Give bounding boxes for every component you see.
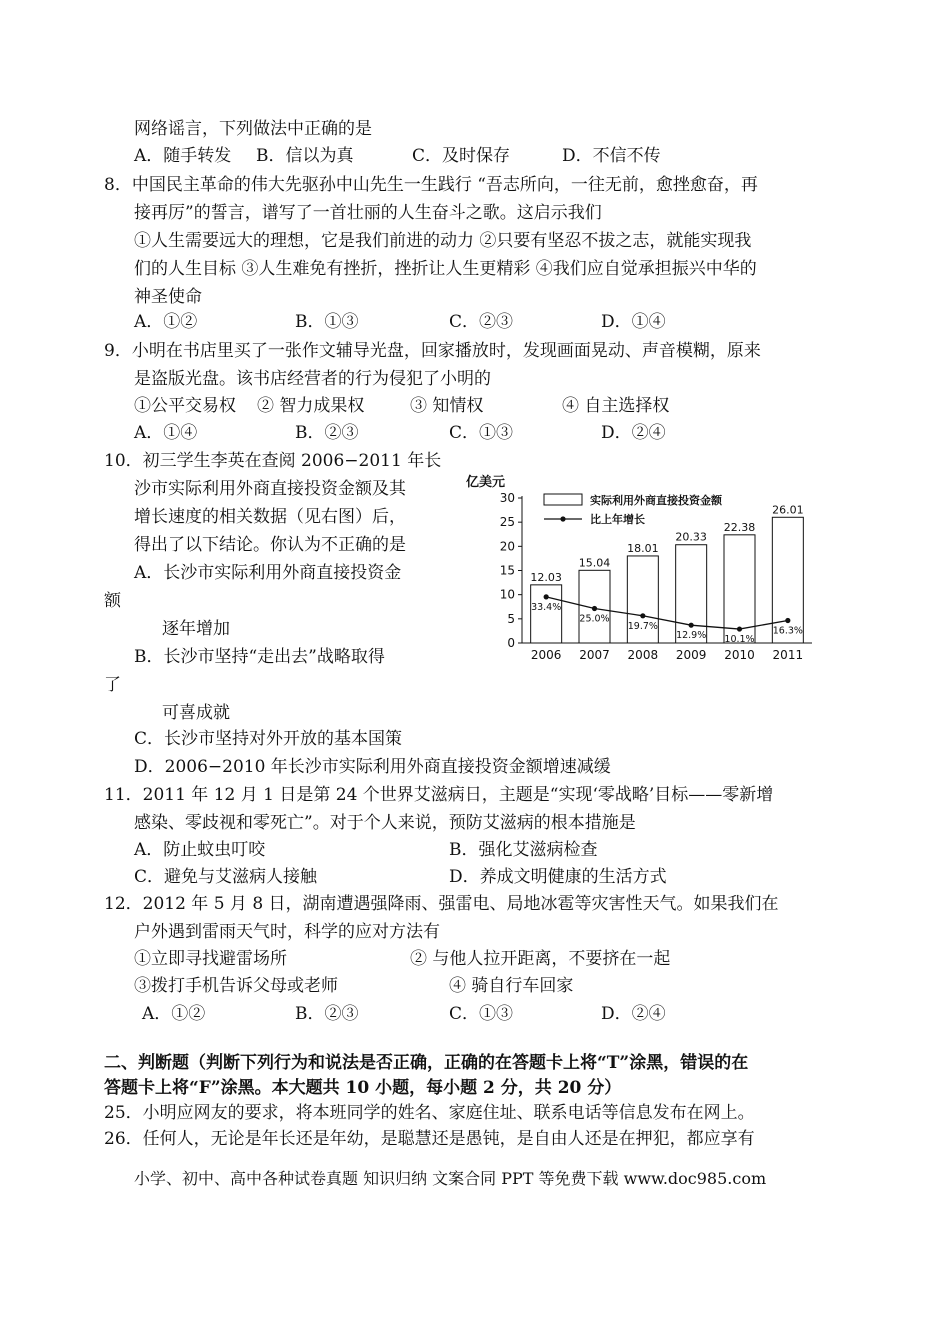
chart-x-tick-label: 2009 <box>675 648 707 662</box>
q10-option-a-line2: 额 <box>104 591 121 611</box>
q9-item-2: ② 智力成果权 <box>257 396 365 416</box>
q8-stem-line1: 8．中国民主革命的伟大先驱孙中山先生一生践行 “吾志所向，一往无前，愈挫愈奋，再 <box>104 175 758 195</box>
q10-option-d: D．2006−2010 年长沙市实际利用外商直接投资金额增速减缓 <box>134 757 611 777</box>
q10-stem-line2: 沙市实际利用外商直接投资金额及其 <box>134 479 406 499</box>
q11-stem-line2: 感染、零歧视和零死亡”。对于个人来说，预防艾滋病的根本措施是 <box>134 813 636 833</box>
chart-bar-value-label: 26.01 <box>772 503 804 517</box>
q8-stem-line2: 接再厉”的誓言，谱写了一首壮丽的人生奋斗之歌。这启示我们 <box>134 203 602 223</box>
chart-ylabel: 亿美元 <box>466 475 506 490</box>
chart-growth-label: 19.7% <box>627 620 658 632</box>
q8-stem-line3: ①人生需要远大的理想，它是我们前进的动力 ②只要有坚忍不拔之志，就能实现我 <box>134 231 752 251</box>
q10-option-b-line2: 了 <box>104 675 121 695</box>
chart-growth-label: 10.1% <box>724 634 755 646</box>
q8-option-d: D．①④ <box>601 312 666 332</box>
q7-option-c: C．及时保存 <box>412 146 511 166</box>
q9-item-3: ③ 知情权 <box>410 396 484 416</box>
legend-line-marker <box>560 516 565 521</box>
chart-growth-point <box>737 626 742 631</box>
q9-item-4: ④ 自主选择权 <box>562 396 670 416</box>
chart-x-tick-label: 2011 <box>772 648 804 662</box>
chart-growth-point <box>592 606 597 611</box>
chart-x-tick-label: 2006 <box>530 648 562 662</box>
q10-option-a-line1: A．长沙市实际利用外商直接投资金 <box>134 563 402 583</box>
legend-line-label: 比上年增长 <box>590 513 645 526</box>
q10-option-a-line3: 逐年增加 <box>162 619 230 639</box>
legend-bar-label: 实际利用外商直接投资金额 <box>590 494 722 507</box>
q11-option-a: A．防止蚊虫叮咬 <box>134 840 266 860</box>
q9-option-c: C．①③ <box>449 423 514 443</box>
chart-growth-point <box>544 594 549 599</box>
q12-item-3: ③拨打手机告诉父母或老师 <box>134 976 338 996</box>
chart-growth-point <box>785 618 790 623</box>
q8-option-a: A．①② <box>134 312 198 332</box>
chart-y-tick-label: 30 <box>499 491 515 505</box>
q8-option-c: C．②③ <box>449 312 514 332</box>
q10-stem-line1: 10．初三学生李英在查阅 2006−2011 年长 <box>104 451 442 471</box>
chart-x-tick-label: 2010 <box>724 648 755 662</box>
q7-continuation: 网络谣言，下列做法中正确的是 <box>134 119 372 139</box>
q10-stem-line3: 增长速度的相关数据（见右图）后， <box>134 507 406 527</box>
chart-y-tick-label: 5 <box>507 611 515 626</box>
q11-option-b: B．强化艾滋病检查 <box>449 840 598 860</box>
chart-x-tick-label: 2008 <box>627 648 659 662</box>
chart-growth-label: 33.4% <box>531 601 562 613</box>
q12-item-2: ② 与他人拉开距离，不要挤在一起 <box>410 949 671 969</box>
investment-chart <box>462 470 822 670</box>
q26-statement: 26．任何人，无论是年长还是年幼，是聪慧还是愚钝，是自由人还是在押犯，都应享有 <box>104 1129 755 1149</box>
q7-option-a: A．随手转发 <box>134 146 232 166</box>
chart-growth-label: 25.0% <box>579 613 610 625</box>
q9-stem-line2: 是盗版光盘。该书店经营者的行为侵犯了小明的 <box>134 369 491 389</box>
q10-option-b-line3: 可喜成就 <box>162 703 230 723</box>
q12-option-b: B．②③ <box>295 1004 359 1024</box>
q11-option-d: D．养成文明健康的生活方式 <box>449 867 667 887</box>
page-footer: 小学、初中、高中各种试卷真题 知识归纳 文案合同 PPT 等免费下载 www.doc985.com <box>134 1169 767 1188</box>
q9-item-1: ①公平交易权 <box>134 396 236 416</box>
legend-bar-swatch <box>544 494 582 505</box>
q7-option-b: B．信以为真 <box>256 146 354 166</box>
q11-option-c: C．避免与艾滋病人接触 <box>134 867 318 887</box>
q10-stem-line4: 得出了以下结论。你认为不正确的是 <box>134 535 406 555</box>
q8-option-b: B．①③ <box>295 312 359 332</box>
q9-option-d: D．②④ <box>601 423 666 443</box>
chart-bar-value-label: 20.33 <box>675 530 707 544</box>
chart-bar <box>531 585 562 643</box>
q12-stem-line1: 12．2012 年 5 月 8 日，湖南遭遇强降雨、强雷电、局地冰雹等灾害性天气。如果我们在 <box>104 894 779 914</box>
chart-y-tick-label: 10 <box>499 587 515 602</box>
q12-stem-line2: 户外遇到雷雨天气时，科学的应对方法有 <box>134 922 440 942</box>
q12-option-c: C．①③ <box>449 1004 514 1024</box>
chart-y-tick-label: 20 <box>499 539 515 554</box>
q8-stem-line5: 神圣使命 <box>134 287 202 307</box>
q10-option-c: C．长沙市坚持对外开放的基本国策 <box>134 729 403 749</box>
q7-option-d: D．不信不传 <box>562 146 661 166</box>
q25-statement: 25．小明应网友的要求，将本班同学的姓名、家庭住址、联系电话等信息发布在网上。 <box>104 1103 755 1123</box>
chart-bar-value-label: 22.38 <box>723 520 756 534</box>
q9-option-b: B．②③ <box>295 423 359 443</box>
q8-stem-line4: 们的人生目标 ③人生难免有挫折，挫折让人生更精彩 ④我们应自觉承担振兴中华的 <box>134 259 757 279</box>
q12-item-1: ①立即寻找避雷场所 <box>134 949 287 969</box>
chart-y-tick-label: 0 <box>507 636 515 650</box>
section2-heading-line2: 答题卡上将“F”涂黑。本大题共 10 小题，每小题 2 分，共 20 分） <box>104 1078 622 1098</box>
chart-growth-point <box>640 613 645 618</box>
q11-stem-line1: 11．2011 年 12 月 1 日是第 24 个世界艾滋病日，主题是“实现‘零战略’目标——零新增 <box>104 785 774 805</box>
chart-bar-value-label: 18.01 <box>627 541 659 555</box>
q9-stem-line1: 9．小明在书店里买了一张作文辅导光盘，回家播放时，发现画面晃动、声音模糊，原来 <box>104 341 761 361</box>
chart-growth-label: 16.3% <box>772 625 803 637</box>
chart-y-tick-label: 15 <box>499 563 515 578</box>
q9-option-a: A．①④ <box>134 423 198 443</box>
q12-option-a: A．①② <box>142 1004 206 1024</box>
q12-item-4: ④ 骑自行车回家 <box>449 976 574 996</box>
q10-option-b-line1: B．长沙市坚持“走出去”战略取得 <box>134 647 385 667</box>
chart-y-tick-label: 25 <box>499 515 515 530</box>
chart-growth-label: 12.9% <box>676 630 707 642</box>
chart-bar <box>772 517 803 643</box>
q12-option-d: D．②④ <box>601 1004 666 1024</box>
chart-x-tick-label: 2007 <box>579 648 610 662</box>
chart-bar-value-label: 15.04 <box>578 556 611 570</box>
chart-bar-value-label: 12.03 <box>530 570 562 584</box>
section2-heading-line1: 二、判断题（判断下列行为和说法是否正确，正确的在答题卡上将“T”涂黑，错误的在 <box>104 1053 749 1073</box>
chart-bar <box>676 545 707 643</box>
chart-growth-point <box>689 623 694 628</box>
